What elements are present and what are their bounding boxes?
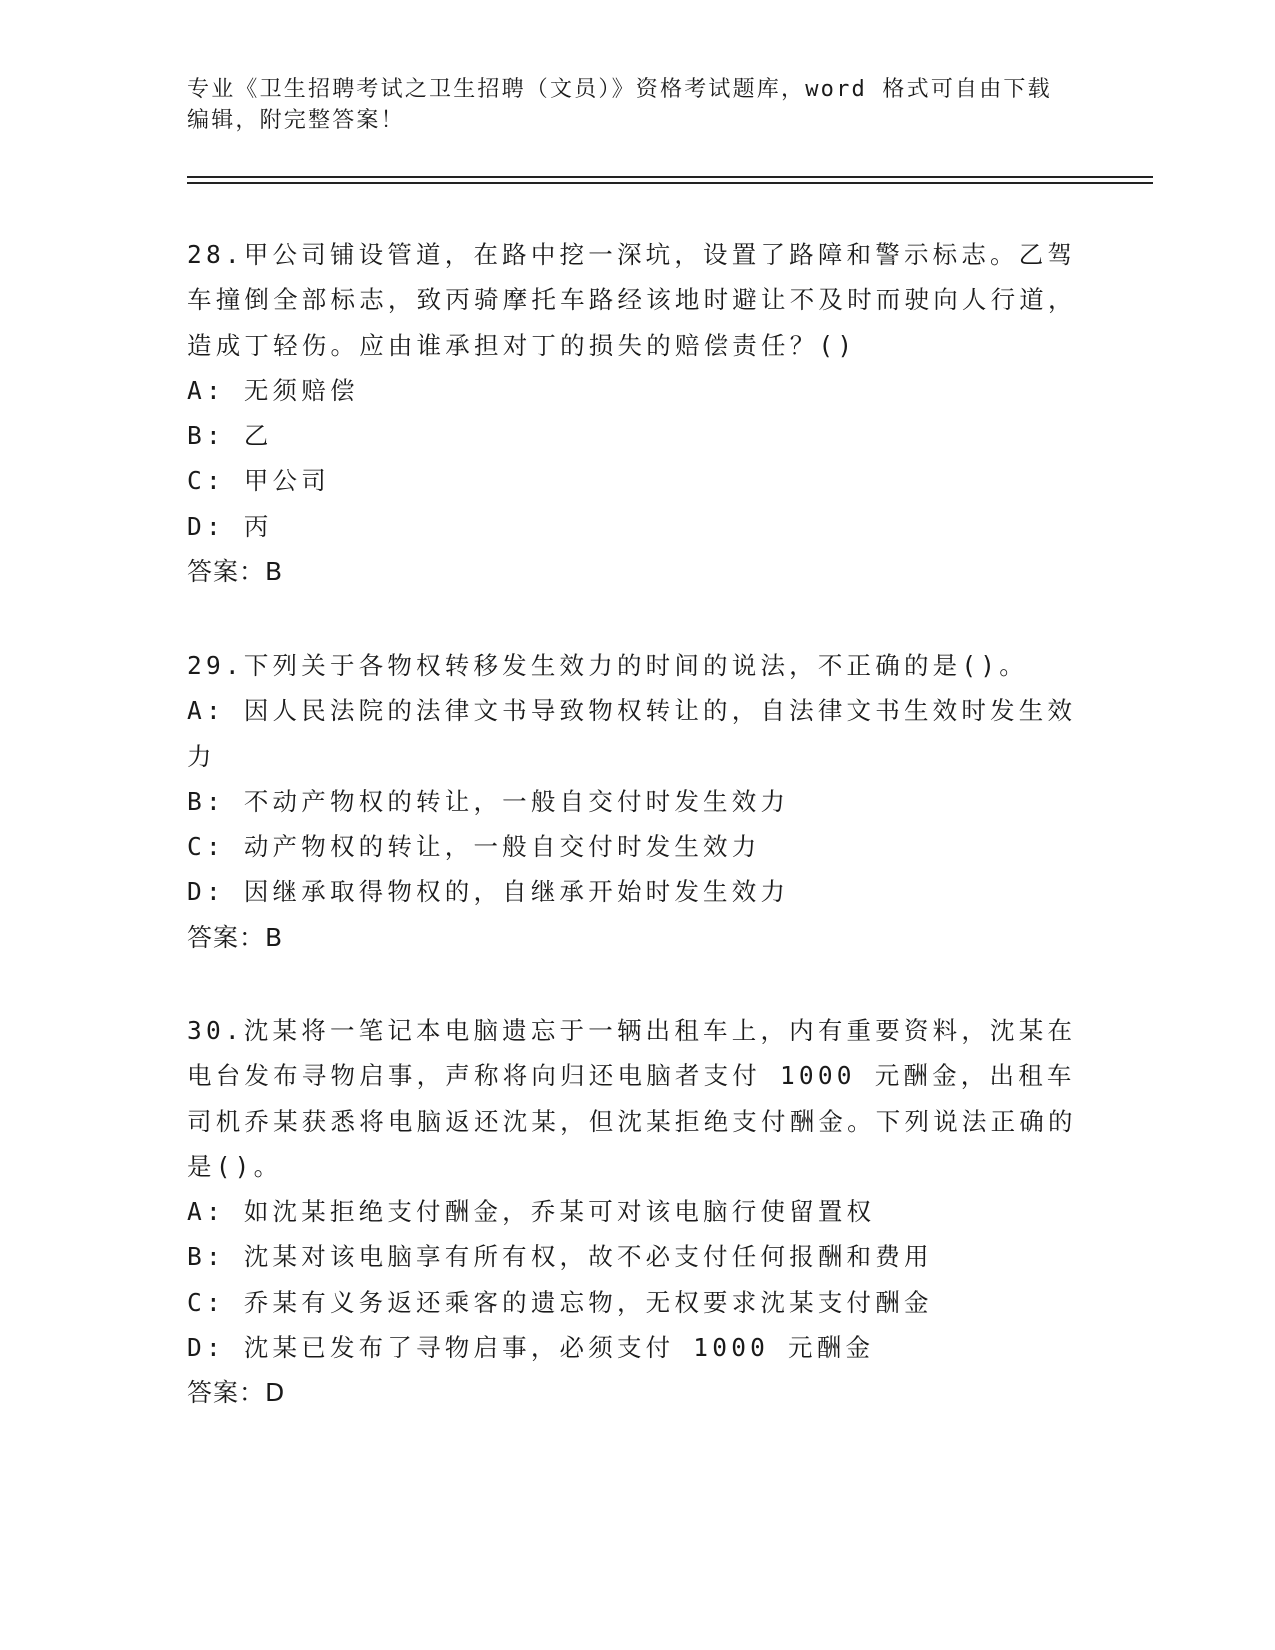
question-stem: 28.甲公司铺设管道，在路中挖一深坑，设置了路障和警示标志。乙驾车撞倒全部标志，致丙骑摩托车路经该地时避让不及时而驶向人行道，造成丁轻伤。应由谁承担对丁的损失的赔偿责任？() bbox=[187, 240, 1077, 360]
question-stem: 29.下列关于各物权转移发生效力的时间的说法，不正确的是()。 bbox=[187, 651, 1028, 680]
option-b: B: 不动产物权的转让，一般自交付时发生效力 bbox=[187, 786, 790, 816]
option-d: D: 丙 bbox=[187, 511, 273, 541]
document-header: 专业《卫生招聘考试之卫生招聘（文员）》资格考试题库，word 格式可自由下载编辑，附完整答案！ bbox=[187, 77, 1052, 133]
option-d: D: 沈某已发布了寻物启事，必须支付 1000 元酬金 bbox=[187, 1333, 875, 1363]
option-a: A: 因人民法院的法律文书导致物权转让的，自法律文书生效时发生效力 bbox=[187, 696, 1077, 771]
header-divider-top bbox=[187, 176, 1153, 178]
question-stem: 30.沈某将一笔记本电脑遗忘于一辆出租车上，内有重要资料，沈某在电台发布寻物启事，声称将向归还电脑者支付 1000 元酬金，出租车司机乔某获悉将电脑返还沈某，但沈某拒绝支付酬金。下列说法正确的是()。 bbox=[187, 1016, 1077, 1181]
option-c: C: 动产物权的转让，一般自交付时发生效力 bbox=[187, 832, 761, 862]
question-28 bbox=[187, 232, 1087, 594]
option-c: C: 甲公司 bbox=[187, 466, 330, 496]
question-29 bbox=[187, 643, 1087, 960]
answer-line: 答案：B bbox=[187, 922, 284, 952]
header-divider-bottom bbox=[187, 182, 1153, 184]
option-c: C: 乔某有义务返还乘客的遗忘物，无权要求沈某支付酬金 bbox=[187, 1287, 933, 1317]
option-a: A: 无须赔偿 bbox=[187, 375, 359, 405]
option-a: A: 如沈某拒绝支付酬金，乔某可对该电脑行使留置权 bbox=[187, 1197, 876, 1227]
question-30 bbox=[187, 1008, 1087, 1416]
answer-line: 答案：D bbox=[187, 1378, 286, 1408]
option-d: D: 因继承取得物权的，自继承开始时发生效力 bbox=[187, 877, 790, 907]
answer-line: 答案：B bbox=[187, 557, 284, 587]
option-b: B: 沈某对该电脑享有所有权，故不必支付任何报酬和费用 bbox=[187, 1242, 933, 1272]
option-b: B: 乙 bbox=[187, 421, 273, 451]
